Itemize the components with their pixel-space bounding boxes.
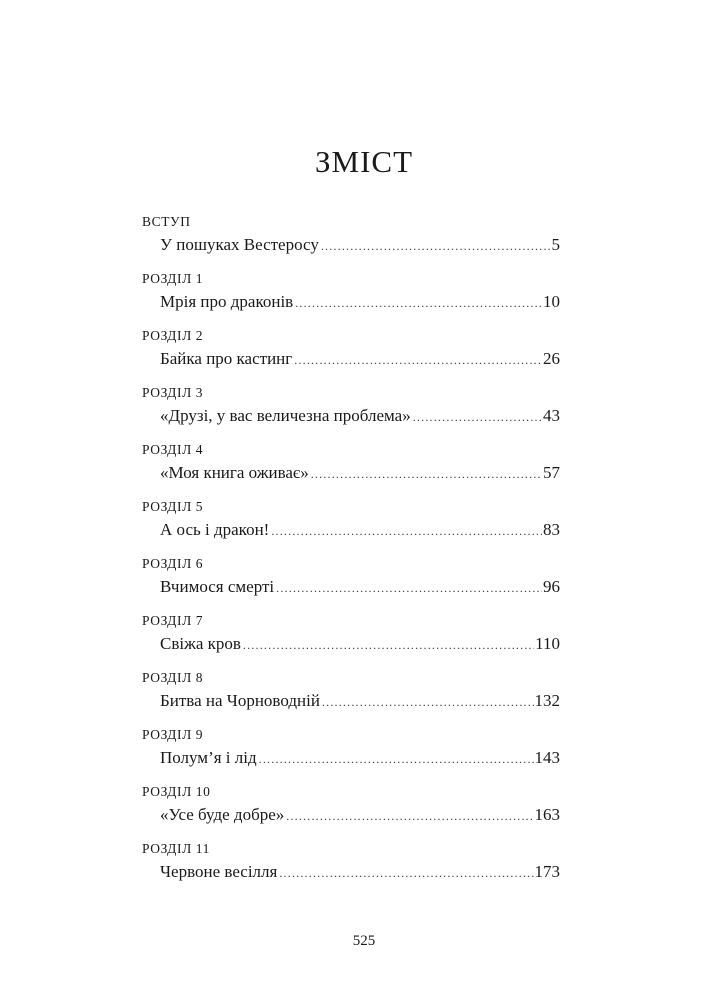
toc-entry xyxy=(142,383,560,440)
entry-title: Байка про кастинг xyxy=(160,349,293,368)
dot-leader xyxy=(286,803,533,829)
page-number: 10 xyxy=(543,292,560,311)
toc-link[interactable] xyxy=(160,517,560,543)
toc-entry xyxy=(142,725,560,782)
page-number: 96 xyxy=(543,577,560,596)
section-label: РОЗДІЛ 8 xyxy=(142,670,204,685)
dot-leader xyxy=(259,746,534,772)
section-label: РОЗДІЛ 3 xyxy=(142,385,204,400)
entry-title: Вчимося смерті xyxy=(160,577,275,596)
entry-title: У пошуках Вестеросу xyxy=(160,235,319,254)
toc-entry xyxy=(142,212,560,269)
entry-title: Битва на Чорноводній xyxy=(160,691,320,710)
page-number: 26 xyxy=(543,349,560,368)
toc-entry xyxy=(142,269,560,326)
toc-link[interactable] xyxy=(160,688,560,714)
entry-title: «Моя книга оживає» xyxy=(160,463,309,482)
page-number: 173 xyxy=(534,862,560,881)
toc-link[interactable] xyxy=(160,745,560,771)
section-label: РОЗДІЛ 9 xyxy=(142,727,204,742)
page-number: 143 xyxy=(534,748,560,767)
toc-link[interactable] xyxy=(160,802,560,828)
toc-link[interactable] xyxy=(160,574,560,600)
page-number: 43 xyxy=(543,406,560,425)
toc-link[interactable] xyxy=(160,403,560,429)
section-label: РОЗДІЛ 10 xyxy=(142,784,211,799)
section-label: РОЗДІЛ 6 xyxy=(142,556,204,571)
page-number: 110 xyxy=(535,634,560,653)
section-label: РОЗДІЛ 7 xyxy=(142,613,204,628)
toc-link[interactable] xyxy=(160,460,560,486)
toc-link[interactable] xyxy=(160,289,560,315)
toc-entry xyxy=(142,554,560,611)
page-number: 5 xyxy=(551,235,560,254)
page-title: ЗМІСТ xyxy=(314,144,414,179)
toc-link[interactable] xyxy=(160,232,560,258)
section-label: РОЗДІЛ 5 xyxy=(142,499,204,514)
toc-link[interactable] xyxy=(160,859,560,885)
entry-title: Полум’я і лід xyxy=(160,748,257,767)
toc-entry xyxy=(142,440,560,497)
toc-entry xyxy=(142,839,560,896)
toc-entry xyxy=(142,668,560,725)
toc-link[interactable] xyxy=(160,346,560,372)
dot-leader xyxy=(311,461,542,487)
toc-entry xyxy=(142,782,560,839)
dot-leader xyxy=(295,290,542,316)
entry-title: А ось і дракон! xyxy=(160,520,270,539)
dot-leader xyxy=(271,518,542,544)
dot-leader xyxy=(413,404,542,430)
dot-leader xyxy=(243,632,534,658)
section-label: РОЗДІЛ 4 xyxy=(142,442,204,457)
toc-link[interactable] xyxy=(160,631,560,657)
section-label: РОЗДІЛ 11 xyxy=(142,841,210,856)
dot-leader xyxy=(279,860,533,886)
page-number: 83 xyxy=(543,520,560,539)
toc-entry xyxy=(142,611,560,668)
entry-title: Свіжа кров xyxy=(160,634,241,653)
page-number: 163 xyxy=(534,805,560,824)
section-label: РОЗДІЛ 1 xyxy=(142,271,204,286)
section-label: ВСТУП xyxy=(142,214,191,229)
toc-entry xyxy=(142,497,560,554)
page-folio: 525 xyxy=(352,933,376,949)
dot-leader xyxy=(276,575,542,601)
dot-leader xyxy=(294,347,542,373)
entry-title: Мрія про драконів xyxy=(160,292,294,311)
entry-title: «Усе буде добре» xyxy=(160,805,285,824)
toc-entry xyxy=(142,326,560,383)
dot-leader xyxy=(322,689,534,715)
page-number: 57 xyxy=(543,463,560,482)
table-of-contents xyxy=(142,212,560,896)
entry-title: Червоне весілля xyxy=(160,862,278,881)
page-number: 132 xyxy=(534,691,560,710)
entry-title: «Друзі, у вас величезна проблема» xyxy=(160,406,411,425)
section-label: РОЗДІЛ 2 xyxy=(142,328,204,343)
dot-leader xyxy=(321,233,551,259)
